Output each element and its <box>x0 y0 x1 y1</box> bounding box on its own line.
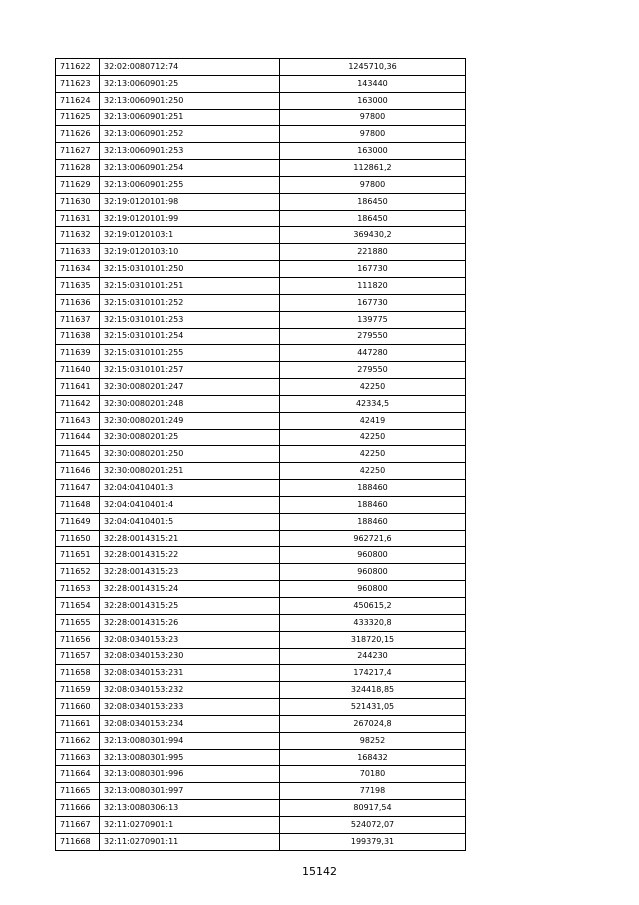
cadastral-number-cell: 32:08:0340153:231 <box>100 665 280 682</box>
row-number-cell: 711667 <box>56 816 100 833</box>
cadastral-number-cell: 32:11:0270901:11 <box>100 833 280 850</box>
cadastral-number-cell: 32:08:0340153:230 <box>100 648 280 665</box>
row-number-cell: 711631 <box>56 210 100 227</box>
cadastral-value-cell: 450615,2 <box>280 598 466 615</box>
cadastral-number-cell: 32:19:0120101:98 <box>100 193 280 210</box>
cadastral-value-cell: 324418,85 <box>280 682 466 699</box>
row-number-cell: 711665 <box>56 783 100 800</box>
table-row <box>56 496 466 513</box>
table-row <box>56 749 466 766</box>
row-number-cell: 711663 <box>56 749 100 766</box>
cadastral-number-cell: 32:30:0080201:251 <box>100 463 280 480</box>
cadastral-value-cell: 199379,31 <box>280 833 466 850</box>
cadastral-number-cell: 32:15:0310101:255 <box>100 345 280 362</box>
cadastral-value-table <box>55 58 466 851</box>
table-row <box>56 833 466 850</box>
cadastral-value-cell: 279550 <box>280 362 466 379</box>
table-row <box>56 564 466 581</box>
cadastral-value-cell: 167730 <box>280 294 466 311</box>
cadastral-number-cell: 32:15:0310101:252 <box>100 294 280 311</box>
cadastral-value-cell: 163000 <box>280 92 466 109</box>
cadastral-value-cell: 318720,15 <box>280 631 466 648</box>
row-number-cell: 711641 <box>56 379 100 396</box>
row-number-cell: 711648 <box>56 496 100 513</box>
cadastral-number-cell: 32:15:0310101:253 <box>100 311 280 328</box>
row-number-cell: 711651 <box>56 547 100 564</box>
cadastral-number-cell: 32:28:0014315:24 <box>100 581 280 598</box>
row-number-cell: 711639 <box>56 345 100 362</box>
cadastral-value-cell: 42250 <box>280 429 466 446</box>
cadastral-number-cell: 32:08:0340153:23 <box>100 631 280 648</box>
row-number-cell: 711644 <box>56 429 100 446</box>
cadastral-number-cell: 32:08:0340153:233 <box>100 699 280 716</box>
cadastral-value-table-container <box>55 58 466 851</box>
cadastral-value-cell: 244230 <box>280 648 466 665</box>
row-number-cell: 711634 <box>56 261 100 278</box>
cadastral-value-cell: 112861,2 <box>280 160 466 177</box>
table-row <box>56 715 466 732</box>
cadastral-number-cell: 32:28:0014315:26 <box>100 614 280 631</box>
table-row <box>56 311 466 328</box>
row-number-cell: 711662 <box>56 732 100 749</box>
row-number-cell: 711654 <box>56 598 100 615</box>
table-row <box>56 463 466 480</box>
table-row <box>56 109 466 126</box>
cadastral-number-cell: 32:13:0080301:995 <box>100 749 280 766</box>
row-number-cell: 711629 <box>56 176 100 193</box>
cadastral-number-cell: 32:02:0080712:74 <box>100 59 280 76</box>
cadastral-number-cell: 32:30:0080201:248 <box>100 395 280 412</box>
cadastral-value-cell: 960800 <box>280 581 466 598</box>
row-number-cell: 711653 <box>56 581 100 598</box>
table-row <box>56 480 466 497</box>
cadastral-number-cell: 32:19:0120103:1 <box>100 227 280 244</box>
table-row <box>56 379 466 396</box>
cadastral-value-cell: 1245710,36 <box>280 59 466 76</box>
row-number-cell: 711668 <box>56 833 100 850</box>
cadastral-number-cell: 32:04:0410401:3 <box>100 480 280 497</box>
table-row <box>56 294 466 311</box>
table-row <box>56 732 466 749</box>
table-row <box>56 261 466 278</box>
cadastral-value-cell: 186450 <box>280 193 466 210</box>
table-row <box>56 277 466 294</box>
table-row <box>56 362 466 379</box>
table-row <box>56 766 466 783</box>
row-number-cell: 711623 <box>56 75 100 92</box>
cadastral-value-cell: 221880 <box>280 244 466 261</box>
cadastral-value-cell: 267024,8 <box>280 715 466 732</box>
cadastral-number-cell: 32:15:0310101:250 <box>100 261 280 278</box>
cadastral-value-cell: 139775 <box>280 311 466 328</box>
cadastral-value-cell: 97800 <box>280 126 466 143</box>
cadastral-value-cell: 143440 <box>280 75 466 92</box>
table-row <box>56 193 466 210</box>
row-number-cell: 711656 <box>56 631 100 648</box>
cadastral-value-cell: 433320,8 <box>280 614 466 631</box>
cadastral-value-cell: 42334,5 <box>280 395 466 412</box>
row-number-cell: 711646 <box>56 463 100 480</box>
cadastral-value-cell: 97800 <box>280 109 466 126</box>
cadastral-value-cell: 163000 <box>280 143 466 160</box>
row-number-cell: 711657 <box>56 648 100 665</box>
row-number-cell: 711628 <box>56 160 100 177</box>
cadastral-number-cell: 32:13:0080301:994 <box>100 732 280 749</box>
cadastral-value-cell: 42250 <box>280 463 466 480</box>
table-row <box>56 665 466 682</box>
cadastral-value-cell: 188460 <box>280 480 466 497</box>
row-number-cell: 711666 <box>56 800 100 817</box>
cadastral-number-cell: 32:19:0120103:10 <box>100 244 280 261</box>
row-number-cell: 711622 <box>56 59 100 76</box>
cadastral-value-cell: 447280 <box>280 345 466 362</box>
row-number-cell: 711640 <box>56 362 100 379</box>
table-row <box>56 581 466 598</box>
cadastral-number-cell: 32:30:0080201:250 <box>100 446 280 463</box>
cadastral-number-cell: 32:08:0340153:232 <box>100 682 280 699</box>
table-row <box>56 143 466 160</box>
row-number-cell: 711627 <box>56 143 100 160</box>
row-number-cell: 711652 <box>56 564 100 581</box>
cadastral-value-cell: 42250 <box>280 446 466 463</box>
table-row <box>56 160 466 177</box>
cadastral-value-cell: 174217,4 <box>280 665 466 682</box>
row-number-cell: 711660 <box>56 699 100 716</box>
row-number-cell: 711650 <box>56 530 100 547</box>
cadastral-value-cell: 186450 <box>280 210 466 227</box>
row-number-cell: 711645 <box>56 446 100 463</box>
table-row <box>56 92 466 109</box>
cadastral-value-cell: 960800 <box>280 564 466 581</box>
table-row <box>56 816 466 833</box>
row-number-cell: 711661 <box>56 715 100 732</box>
cadastral-number-cell: 32:13:0060901:250 <box>100 92 280 109</box>
row-number-cell: 711624 <box>56 92 100 109</box>
table-row <box>56 227 466 244</box>
table-body <box>56 59 466 851</box>
cadastral-number-cell: 32:15:0310101:254 <box>100 328 280 345</box>
table-row <box>56 244 466 261</box>
cadastral-value-cell: 80917,54 <box>280 800 466 817</box>
table-row <box>56 614 466 631</box>
row-number-cell: 711637 <box>56 311 100 328</box>
cadastral-number-cell: 32:13:0060901:255 <box>100 176 280 193</box>
table-row <box>56 547 466 564</box>
row-number-cell: 711626 <box>56 126 100 143</box>
cadastral-number-cell: 32:13:0080306:13 <box>100 800 280 817</box>
cadastral-number-cell: 32:13:0060901:254 <box>100 160 280 177</box>
table-row <box>56 412 466 429</box>
row-number-cell: 711633 <box>56 244 100 261</box>
cadastral-number-cell: 32:13:0060901:251 <box>100 109 280 126</box>
row-number-cell: 711638 <box>56 328 100 345</box>
row-number-cell: 711655 <box>56 614 100 631</box>
row-number-cell: 711630 <box>56 193 100 210</box>
table-row <box>56 176 466 193</box>
page-number: 15142 <box>302 865 337 878</box>
cadastral-number-cell: 32:08:0340153:234 <box>100 715 280 732</box>
table-row <box>56 800 466 817</box>
row-number-cell: 711636 <box>56 294 100 311</box>
row-number-cell: 711632 <box>56 227 100 244</box>
cadastral-number-cell: 32:13:0060901:253 <box>100 143 280 160</box>
cadastral-number-cell: 32:28:0014315:23 <box>100 564 280 581</box>
table-row <box>56 75 466 92</box>
table-row <box>56 126 466 143</box>
row-number-cell: 711649 <box>56 513 100 530</box>
row-number-cell: 711647 <box>56 480 100 497</box>
cadastral-value-cell: 960800 <box>280 547 466 564</box>
table-row <box>56 210 466 227</box>
cadastral-number-cell: 32:28:0014315:21 <box>100 530 280 547</box>
row-number-cell: 711658 <box>56 665 100 682</box>
cadastral-number-cell: 32:04:0410401:5 <box>100 513 280 530</box>
table-row <box>56 648 466 665</box>
row-number-cell: 711659 <box>56 682 100 699</box>
cadastral-number-cell: 32:28:0014315:22 <box>100 547 280 564</box>
cadastral-value-cell: 70180 <box>280 766 466 783</box>
table-row <box>56 783 466 800</box>
cadastral-value-cell: 42250 <box>280 379 466 396</box>
cadastral-number-cell: 32:13:0060901:25 <box>100 75 280 92</box>
cadastral-number-cell: 32:19:0120101:99 <box>100 210 280 227</box>
table-row <box>56 328 466 345</box>
table-row <box>56 345 466 362</box>
cadastral-value-cell: 98252 <box>280 732 466 749</box>
table-row <box>56 429 466 446</box>
cadastral-number-cell: 32:04:0410401:4 <box>100 496 280 513</box>
row-number-cell: 711625 <box>56 109 100 126</box>
cadastral-value-cell: 168432 <box>280 749 466 766</box>
cadastral-number-cell: 32:15:0310101:251 <box>100 277 280 294</box>
cadastral-number-cell: 32:28:0014315:25 <box>100 598 280 615</box>
row-number-cell: 711642 <box>56 395 100 412</box>
table-row <box>56 530 466 547</box>
cadastral-value-cell: 167730 <box>280 261 466 278</box>
row-number-cell: 711664 <box>56 766 100 783</box>
table-row <box>56 395 466 412</box>
table-row <box>56 682 466 699</box>
cadastral-number-cell: 32:30:0080201:247 <box>100 379 280 396</box>
cadastral-value-cell: 97800 <box>280 176 466 193</box>
cadastral-value-cell: 188460 <box>280 513 466 530</box>
table-row <box>56 699 466 716</box>
cadastral-number-cell: 32:13:0080301:997 <box>100 783 280 800</box>
cadastral-number-cell: 32:11:0270901:1 <box>100 816 280 833</box>
cadastral-value-cell: 962721,6 <box>280 530 466 547</box>
cadastral-value-cell: 524072,07 <box>280 816 466 833</box>
cadastral-value-cell: 369430,2 <box>280 227 466 244</box>
cadastral-value-cell: 42419 <box>280 412 466 429</box>
table-row <box>56 631 466 648</box>
table-row <box>56 59 466 76</box>
cadastral-number-cell: 32:13:0080301:996 <box>100 766 280 783</box>
cadastral-value-cell: 521431,05 <box>280 699 466 716</box>
cadastral-value-cell: 111820 <box>280 277 466 294</box>
cadastral-value-cell: 279550 <box>280 328 466 345</box>
row-number-cell: 711635 <box>56 277 100 294</box>
cadastral-value-cell: 77198 <box>280 783 466 800</box>
table-row <box>56 598 466 615</box>
cadastral-number-cell: 32:30:0080201:25 <box>100 429 280 446</box>
cadastral-number-cell: 32:15:0310101:257 <box>100 362 280 379</box>
table-row <box>56 446 466 463</box>
row-number-cell: 711643 <box>56 412 100 429</box>
cadastral-value-cell: 188460 <box>280 496 466 513</box>
table-row <box>56 513 466 530</box>
cadastral-number-cell: 32:13:0060901:252 <box>100 126 280 143</box>
cadastral-number-cell: 32:30:0080201:249 <box>100 412 280 429</box>
